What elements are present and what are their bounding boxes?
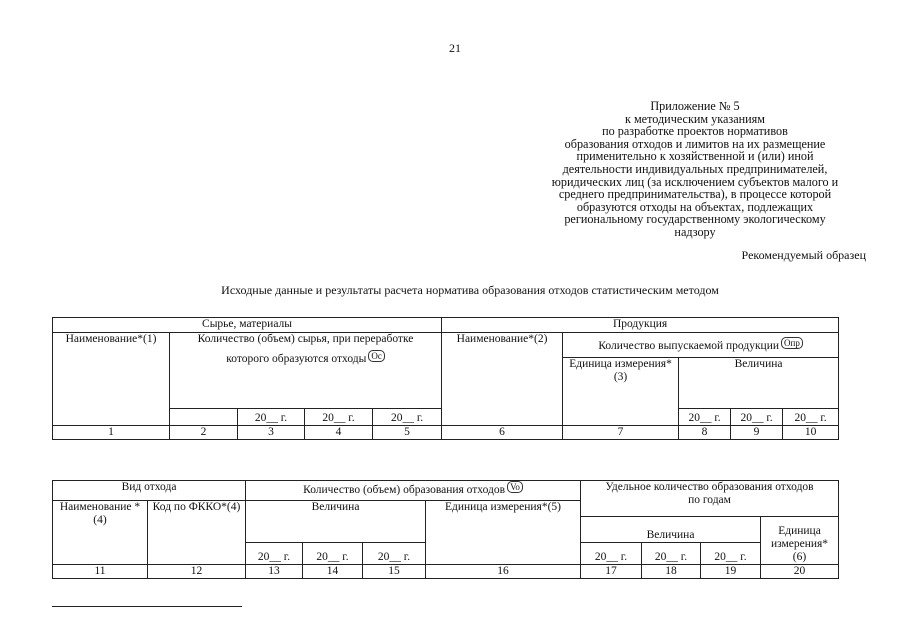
products-header: Продукция: [442, 318, 839, 333]
column-number: 2: [170, 426, 238, 440]
column-number: 9: [731, 426, 783, 440]
column-number: 1: [53, 426, 170, 440]
year-cell: 20__ г.: [246, 543, 303, 565]
column-number: 4: [305, 426, 373, 440]
fkko-code-header: Код по ФККО*(4): [148, 501, 246, 565]
product-unit-header: Единица измерения*(3): [563, 358, 679, 426]
raw-quantity-symbol: Oc: [368, 350, 385, 362]
waste-quantity-text: Количество (объем) образования отходов: [303, 484, 506, 496]
specific-quantity-text-2: по годам: [688, 494, 731, 506]
product-quantity-text: Количество выпускаемой продукции: [598, 340, 779, 352]
waste-quantity-symbol: Vo: [507, 481, 523, 493]
raw-quantity-header: [170, 333, 442, 409]
column-number: 10: [783, 426, 839, 440]
year-cell: 20__ г.: [731, 409, 783, 426]
product-quantity-symbol: Oпр: [781, 337, 803, 349]
appendix-line: среднего предпринимательства), в процессе которой: [558, 187, 832, 202]
waste-value-header: Величина: [246, 501, 426, 543]
appendix-line: Приложение № 5: [650, 99, 740, 113]
year-cell: 20__ г.: [238, 409, 305, 426]
column-number: 12: [148, 565, 246, 579]
waste-type-header: Вид отхода: [53, 481, 246, 501]
waste-table: [52, 480, 839, 579]
recommended-sample-label: Рекомендуемый образец: [741, 248, 866, 262]
appendix-heading: [520, 100, 870, 239]
column-number: 3: [238, 426, 305, 440]
column-number: 13: [246, 565, 303, 579]
year-cell: [170, 409, 238, 426]
column-number: 8: [679, 426, 731, 440]
specific-value-header: Величина: [581, 517, 761, 543]
year-cell: 20__ г.: [305, 409, 373, 426]
waste-quantity-header: [246, 481, 581, 501]
specific-quantity-text-1: Удельное количество образования отходов: [605, 481, 814, 493]
column-number: 19: [701, 565, 761, 579]
year-cell: 20__ г.: [701, 543, 761, 565]
appendix-line: региональному государственному экологическому: [564, 212, 826, 227]
column-number: 18: [642, 565, 701, 579]
raw-quantity-text-2: которого образуются отходы: [226, 353, 367, 365]
column-number: 6: [442, 426, 563, 440]
specific-unit-header: Единица измерения* (6): [761, 517, 839, 565]
appendix-line: образования отходов и лимитов на их размещение: [564, 136, 826, 151]
year-cell: 20__ г.: [581, 543, 642, 565]
year-cell: 20__ г.: [642, 543, 701, 565]
waste-unit-header: Единица измерения*(5): [426, 501, 581, 565]
appendix-line: к методическим указаниям: [624, 111, 765, 126]
column-number: 16: [426, 565, 581, 579]
column-number: 14: [303, 565, 363, 579]
appendix-line: по разработке проектов нормативов: [602, 124, 788, 139]
column-number: 11: [53, 565, 148, 579]
appendix-line: применительно к хозяйственной и (или) иной: [576, 149, 814, 164]
column-number: 20: [761, 565, 839, 579]
column-number: 7: [563, 426, 679, 440]
appendix-line: юридических лиц (за исключением субъектов малого и: [551, 174, 839, 189]
product-quantity-header: [563, 333, 839, 358]
year-cell: 20__ г.: [303, 543, 363, 565]
column-number: 17: [581, 565, 642, 579]
specific-quantity-header: [581, 481, 839, 517]
year-cell: 20__ г.: [783, 409, 839, 426]
appendix-line: надзору: [674, 224, 716, 239]
raw-name-header: Наименование*(1): [53, 333, 170, 426]
product-value-header: Величина: [679, 358, 839, 409]
page-number: 21: [449, 41, 461, 55]
column-number: 15: [363, 565, 426, 579]
product-name-header: Наименование*(2): [442, 333, 563, 426]
appendix-line: образуются отходы на объектах, подлежащих: [576, 199, 814, 214]
raw-materials-products-table: [52, 317, 839, 440]
appendix-line: деятельности индивидуальных предпринимателей,: [562, 161, 828, 176]
column-number: 5: [373, 426, 442, 440]
waste-name-header: Наименование *(4): [53, 501, 148, 565]
year-cell: 20__ г.: [363, 543, 426, 565]
raw-materials-header: Сырье, материалы: [53, 318, 442, 333]
raw-quantity-text-1: Количество (объем) сырья, при переработке: [197, 333, 414, 345]
document-title: Исходные данные и результаты расчета норматива образования отходов статистическим методом: [221, 283, 719, 297]
year-cell: 20__ г.: [373, 409, 442, 426]
footnote-separator: [52, 606, 242, 607]
year-cell: 20__ г.: [679, 409, 731, 426]
